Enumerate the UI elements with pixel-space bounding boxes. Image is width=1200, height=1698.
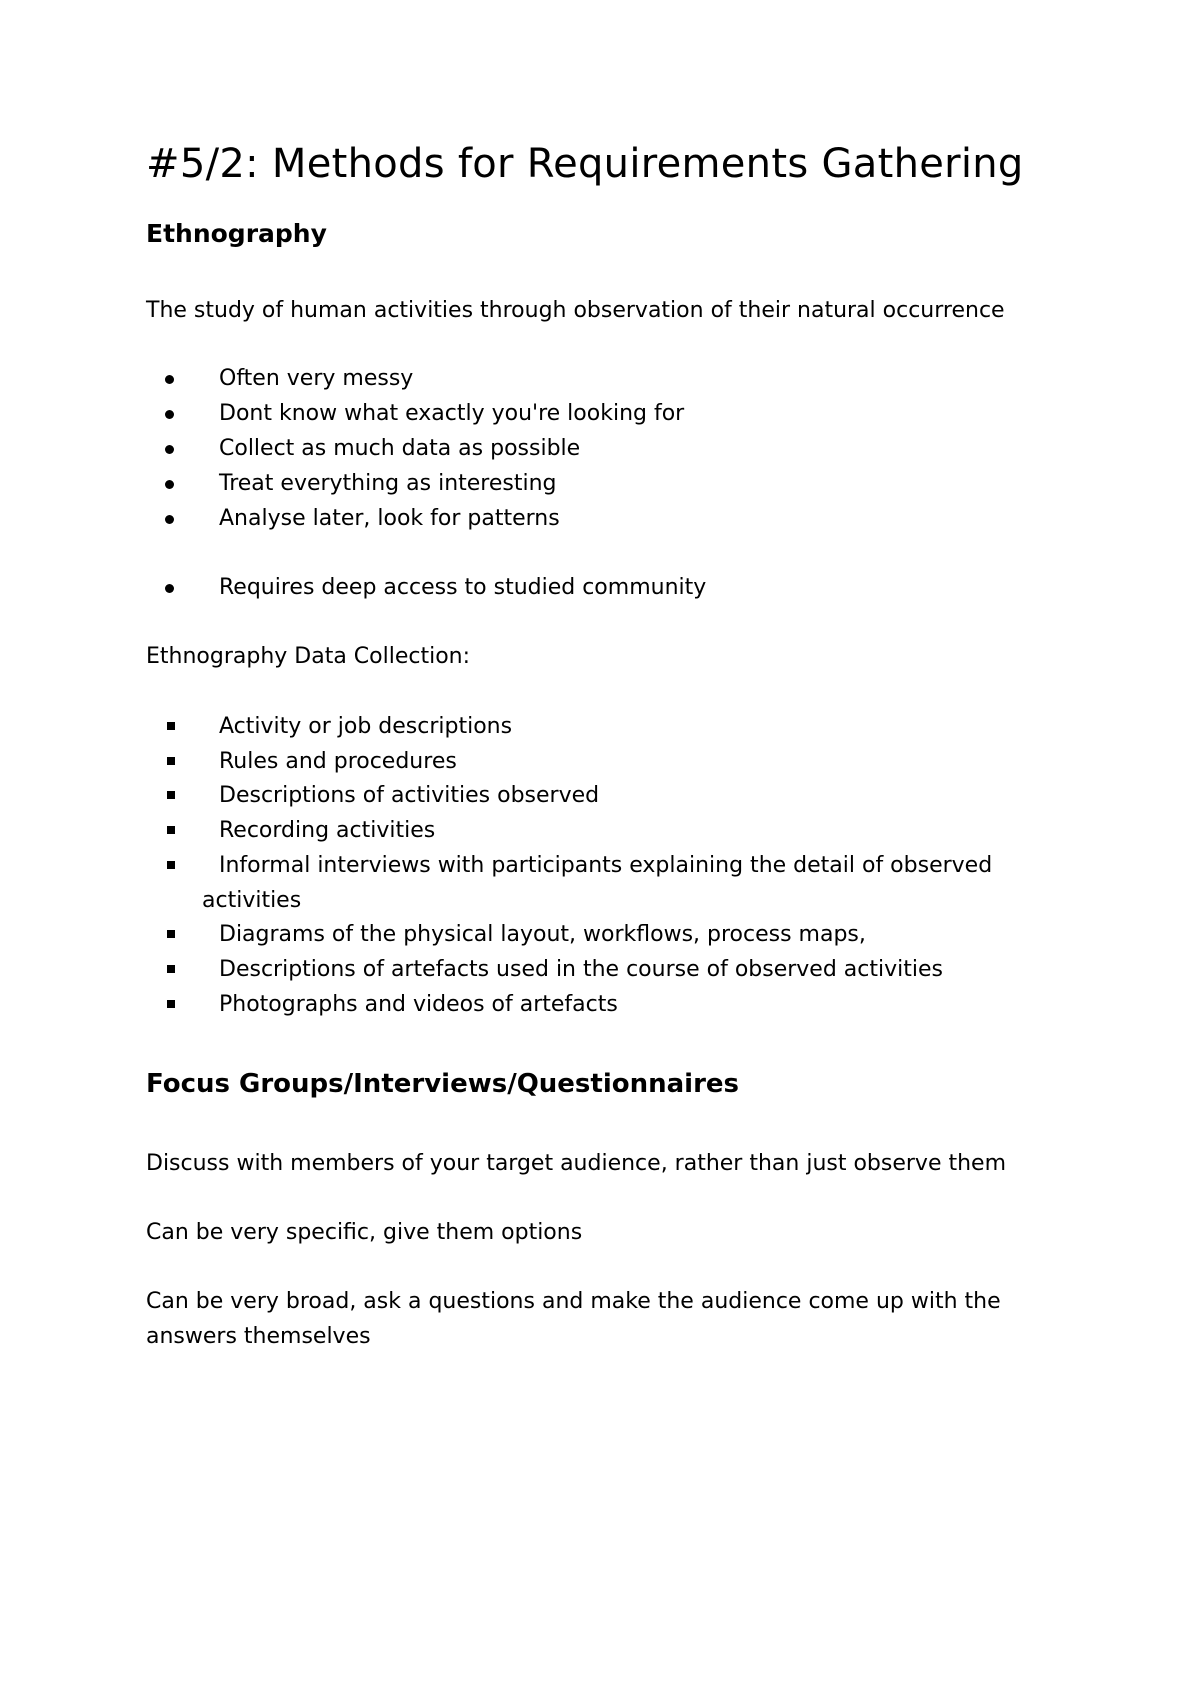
bullet-dot	[165, 375, 174, 384]
bullet-square	[167, 722, 175, 730]
data-collection-label: Ethnography Data Collection:	[146, 644, 471, 669]
bullet-square	[167, 791, 175, 799]
section-heading-ethnography: Ethnography	[146, 219, 327, 248]
ethnography-definition: The study of human activities through observation of their natural occurrence	[146, 298, 1005, 323]
bullet-dot	[165, 584, 174, 593]
bullet-square	[167, 757, 175, 765]
focus-paragraph: Can be very broad, ask a questions and make the audience come up with the	[146, 1289, 1001, 1314]
bullet-square	[167, 826, 175, 834]
page-title: #5/2: Methods for Requirements Gathering	[146, 141, 1024, 187]
bullet-square	[167, 930, 175, 938]
bullet-dot	[165, 515, 174, 524]
bullet-dot	[165, 480, 174, 489]
focus-paragraph-continuation: answers themselves	[146, 1324, 371, 1349]
bullet-square	[167, 965, 175, 973]
list-item-continuation: activities	[202, 888, 302, 913]
focus-paragraph: Can be very specific, give them options	[146, 1220, 583, 1245]
bullet-square	[167, 861, 175, 869]
bullet-square	[167, 1000, 175, 1008]
focus-paragraph: Discuss with members of your target audience, rather than just observe them	[146, 1151, 1007, 1176]
bullet-dot	[165, 410, 174, 419]
document-page: #5/2: Methods for Requirements Gathering Ethnography The study of human activities through observation of their natural occurrence Often very messy Dont know what exactly you're looking for Collect as much data as possible Treat everything as interesting Analyse later, look for patterns Requires deep access to studied community Ethnography Data Collection: Activity or job descriptions Rules and procedures Descriptions of activities observed Recording activities Informal interviews with participants explaining the detail of observed activities Diagrams of the physical layout, workflows, process maps, Descriptions of artefacts used in the course of observed activities Photographs and videos of artefacts Focus Groups/Interviews/Questionnaires Discuss with members of your target audience, rather than just observe them Can be very specific, give them options Can be very broad, ask a questions and make the audience come up with the answers themselves	[0, 0, 1200, 1698]
section-heading-focus-groups: Focus Groups/Interviews/Questionnaires	[146, 1069, 740, 1099]
bullet-dot	[165, 445, 174, 454]
